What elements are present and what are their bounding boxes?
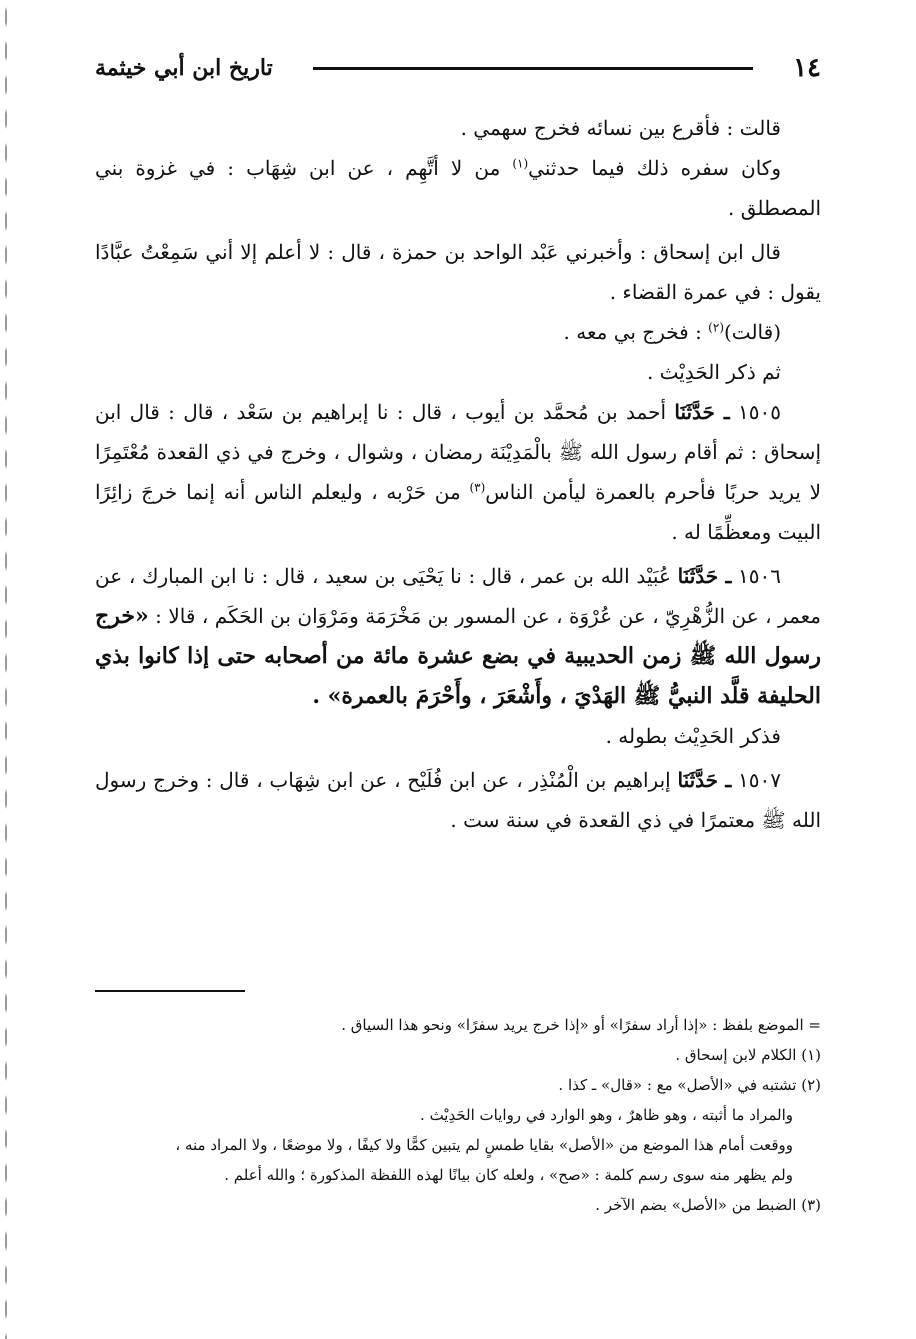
binding-edge	[4, 0, 8, 1339]
paragraph	[95, 148, 821, 228]
header-rule	[313, 67, 753, 70]
text-run: أحمد بن مُحمَّد بن أيوب ، قال : نا إبراهيم بن سَعْد ، قال : قال ابن إسحاق : ثم أقام رسول الله ﷺ بالْمَدِيْنَة رمضان ، وشوال ، وخرج في ذي القعدة مُعْتَمِرًا لا يريد حربًا فأحرم بالعمرة ليأمن الناس	[95, 400, 822, 504]
footnote-2: (٢) تشتبه في «الأصل» مع : «قال» ـ كذا .	[558, 1076, 821, 1094]
paragraph: قالت : فأقرع بين نسائه فخرج سهمي .	[460, 116, 781, 140]
text-run: عُبَيْد الله بن عمر ، قال : نا يَحْيَى بن سعيد ، قال : نا ابن المبارك ، عن معمر ، عن الزُّهْرِيّ ، عن عُرْوَة ، عن المسور بن مَخْرَمَة ومَرْوَان بن الحَكَم ، قالا :	[95, 564, 821, 628]
footnote-continuation: = الموضع بلفظ : «إذا أراد سفرًا» أو «إذا خرج يريد سفرًا» ونحو هذا السياق .	[341, 1016, 821, 1034]
entry-lead: ـ حَدَّثَنَا	[677, 768, 732, 792]
page-header	[95, 48, 821, 88]
footnote-2-line: ووقعت أمام هذا الموضع من «الأصل» بقايا طمسٍ لم يتبين كمًّا ولا كيفًا ، ولا موضعًا ، ولا المراد منه ،	[175, 1136, 793, 1154]
entry-number: ١٥٠٦	[738, 564, 781, 588]
footnote-3: (٣) الضبط من «الأصل» بضم الآخر .	[595, 1196, 821, 1214]
footnote-1: (١) الكلام لابن إسحاق .	[675, 1046, 821, 1064]
text-run: (قالت)	[724, 320, 781, 344]
text-run: : فخرج بي معه .	[563, 320, 702, 344]
footnotes	[95, 1010, 821, 1220]
entry-number: ١٥٠٧	[738, 768, 781, 792]
footnote-ref: (٣)	[469, 480, 486, 495]
hadith-1506	[95, 556, 821, 716]
paragraph: فذكر الحَدِيْث بطوله .	[605, 724, 781, 748]
text-run: وكان سفره ذلك فيما حدثني	[528, 156, 781, 180]
text-run: إبراهيم بن الْمُنْذِر ، عن ابن فُلَيْح ، عن ابن شِهَاب ، قال : وخرج رسول الله ﷺ معتمرًا في ذي القعدة في سنة ست .	[95, 768, 821, 832]
hadith-quote: «خرج رسول الله ﷺ زمن الحديبية في بضع عشرة مائة من أصحابه حتى إذا كانوا بذي الحليفة قلَّد النبيُّ ﷺ الهَدْيَ ، وأَشْعَرَ ، وأَحْرَمَ بالعمرة» .	[95, 603, 821, 709]
entry-lead: ـ حَدَّثَنَا	[677, 564, 732, 588]
paragraph	[95, 312, 821, 352]
page-number: ١٤	[793, 53, 821, 83]
footnote-ref: (٢)	[708, 320, 724, 335]
text-run: من حَرْبه ، وليعلم الناس أنه إنما خرجَ زائِرًا البيت ومعظِّمًا له .	[95, 480, 821, 544]
entry-lead: ـ حَدَّثَنَا	[674, 400, 730, 424]
running-title: تاريخ ابن أبي خيثمة	[95, 55, 273, 81]
main-text	[95, 108, 821, 840]
paragraph: ثم ذكر الحَدِيْث .	[646, 360, 781, 384]
entry-number: ١٥٠٥	[738, 400, 781, 424]
paragraph: قال ابن إسحاق : وأخبرني عَبْد الواحد بن حمزة ، قال : لا أعلم إلا أني سَمِعْتُ عبَّادًا يقول : في عمرة القضاء .	[95, 240, 821, 304]
hadith-1505	[95, 392, 821, 552]
footnote-ref: (١)	[512, 156, 529, 171]
footnote-separator	[95, 990, 245, 992]
hadith-1507	[95, 760, 821, 840]
text-run: من لا أتَّهِم ، عن ابن شِهَاب : في غزوة بني المصطلق .	[95, 156, 821, 220]
footnote-2-line: ولم يظهر منه سوى رسم كلمة : «صح» ، ولعله كان بيانًا لهذه اللفظة المذكورة ؛ والله أعلم .	[224, 1166, 793, 1184]
footnote-2-line: والمراد ما أثبته ، وهو ظاهرٌ ، وهو الوارد في روايات الحَدِيْث .	[420, 1106, 793, 1124]
